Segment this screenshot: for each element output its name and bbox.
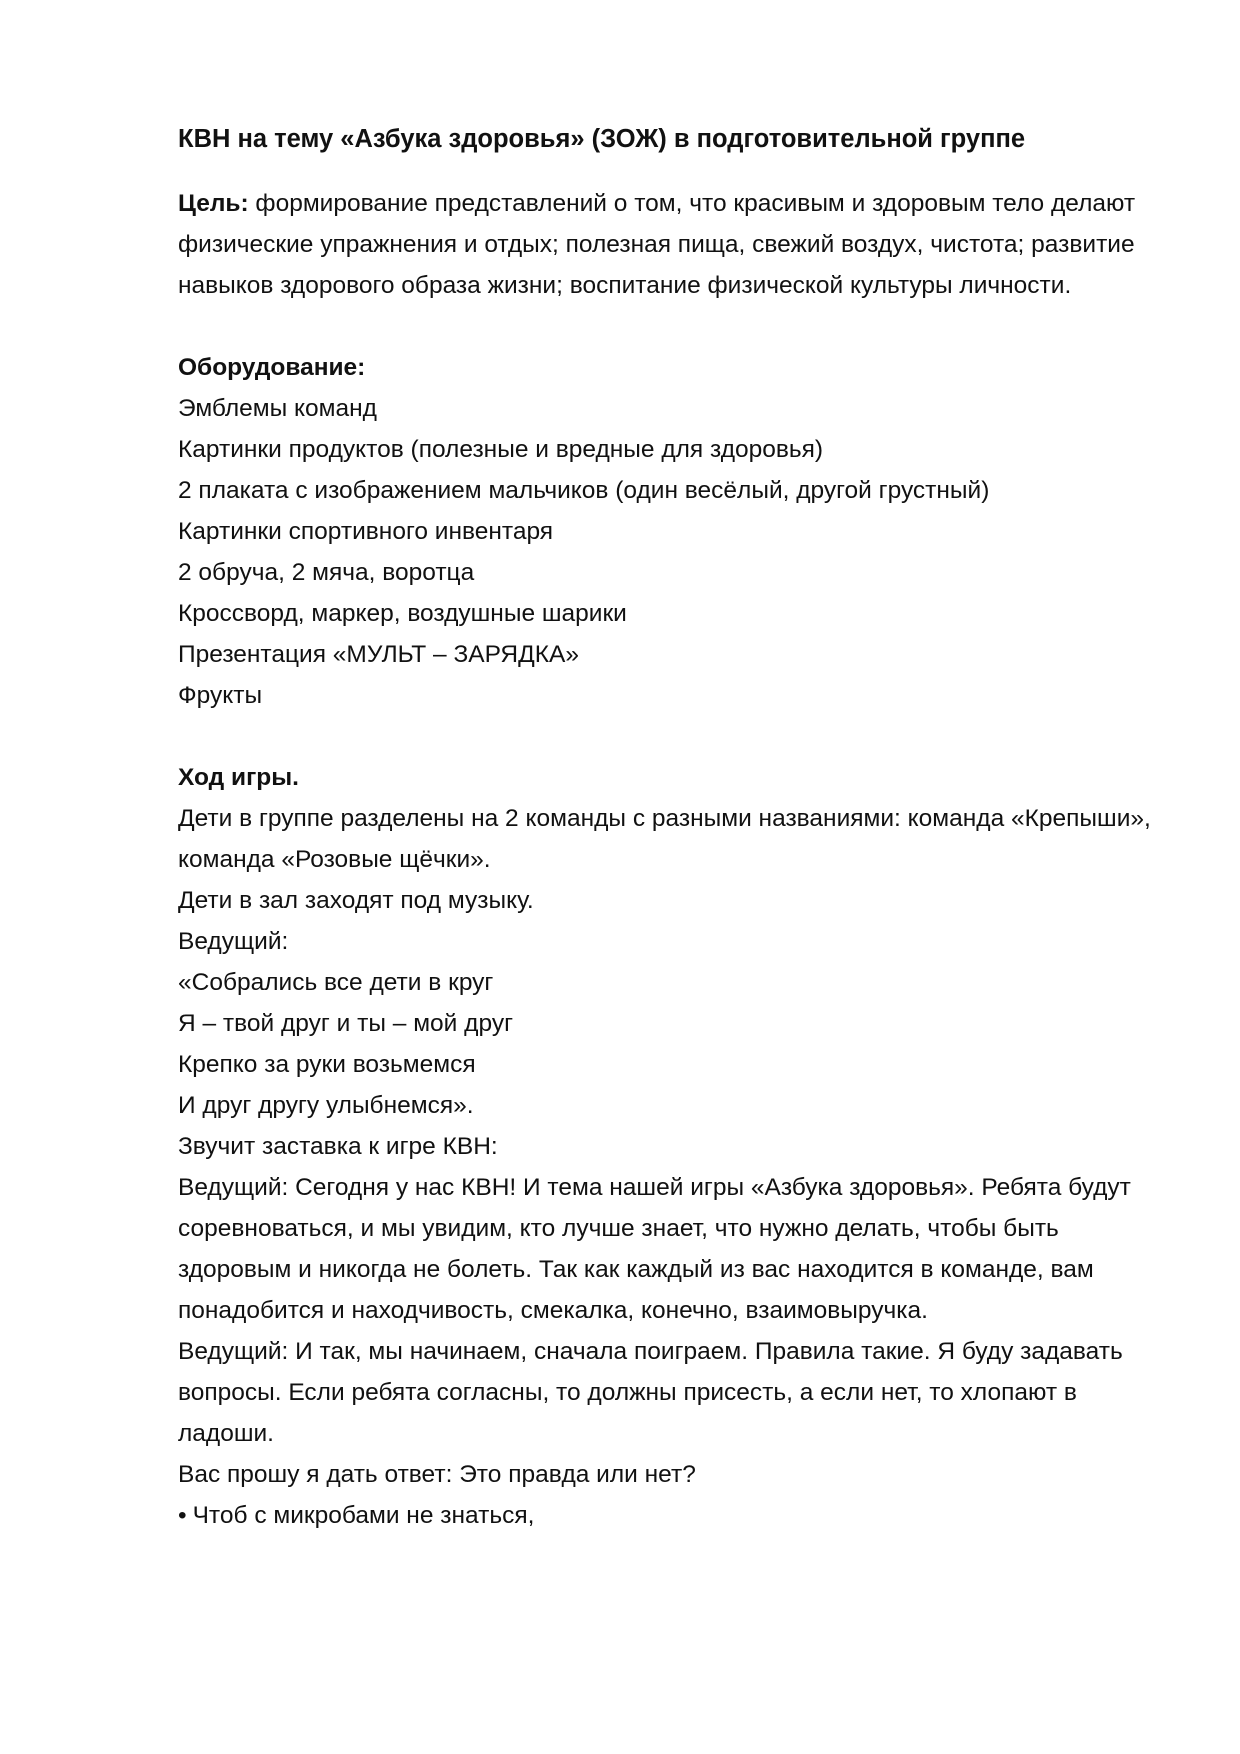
poem-line: И друг другу улыбнемся». [178, 1092, 474, 1119]
game-entry-paragraph: Дети в зал заходят под музыку. [178, 887, 534, 914]
equipment-list [178, 388, 1178, 716]
host-rules-paragraph: Ведущий: И так, мы начинаем, сначала поиграем. Правила такие. Я буду задавать вопросы. Если ребята согласны, то должны присесть, а если нет, то хлопают в ладоши. [178, 1338, 1123, 1447]
poem [178, 962, 1178, 1126]
bullet-item [178, 1495, 1178, 1536]
intro-music-paragraph: Звучит заставка к игре КВН: [178, 1133, 498, 1160]
equipment-item: 2 обруча, 2 мяча, воротца [178, 559, 475, 586]
document-content [178, 122, 1178, 1536]
equipment-item: Презентация «МУЛЬТ – ЗАРЯДКА» [178, 641, 579, 668]
spacer [178, 306, 1178, 347]
equipment-item: Эмблемы команд [178, 395, 377, 422]
bullet-text: Чтоб с микробами не знаться, [192, 1502, 535, 1529]
question-paragraph: Вас прошу я дать ответ: Это правда или нет? [178, 1461, 696, 1488]
spacer [178, 716, 1178, 757]
poem-line: «Собрались все дети в круг [178, 969, 494, 996]
host-label: Ведущий: [178, 928, 289, 955]
goal-paragraph [178, 183, 1178, 306]
game-teams-paragraph: Дети в группе разделены на 2 команды с разными названиями: команда «Крепыши», команда «Розовые щёчки». [178, 805, 1151, 873]
goal-text: формирование представлений о том, что красивым и здоровым тело делают физические упражнения и отдых; полезная пища, свежий воздух, чистота; развитие навыков здорового образа жизни; воспитание физической культуры личности. [178, 190, 1136, 299]
bullet-symbol: • [178, 1502, 187, 1529]
poem-line: Крепко за руки возьмемся [178, 1051, 476, 1078]
host-speech-paragraph: Ведущий: Сегодня у нас КВН! И тема нашей игры «Азбука здоровья». Ребята будут соревноваться, и мы увидим, кто лучше знает, что нужно делать, чтобы быть здоровым и никогда не болеть. Так как каждый из вас находится в команде, вам понадобится и находчивость, смекалка, конечно, взаимовыручка. [178, 1174, 1131, 1324]
equipment-item: Картинки продуктов (полезные и вредные для здоровья) [178, 436, 824, 463]
equipment-heading: Оборудование: [178, 354, 366, 381]
equipment-item: Кроссворд, маркер, воздушные шарики [178, 600, 627, 627]
equipment-item: 2 плаката с изображением мальчиков (один весёлый, другой грустный) [178, 477, 990, 504]
goal-label: Цель: [178, 190, 249, 217]
equipment-item: Фрукты [178, 682, 263, 709]
document-title: КВН на тему «Азбука здоровья» (ЗОЖ) в подготовительной группе [178, 125, 1026, 153]
equipment-item: Картинки спортивного инвентаря [178, 518, 554, 545]
game-heading: Ход игры. [178, 764, 299, 791]
poem-line: Я – твой друг и ты – мой друг [178, 1010, 514, 1037]
